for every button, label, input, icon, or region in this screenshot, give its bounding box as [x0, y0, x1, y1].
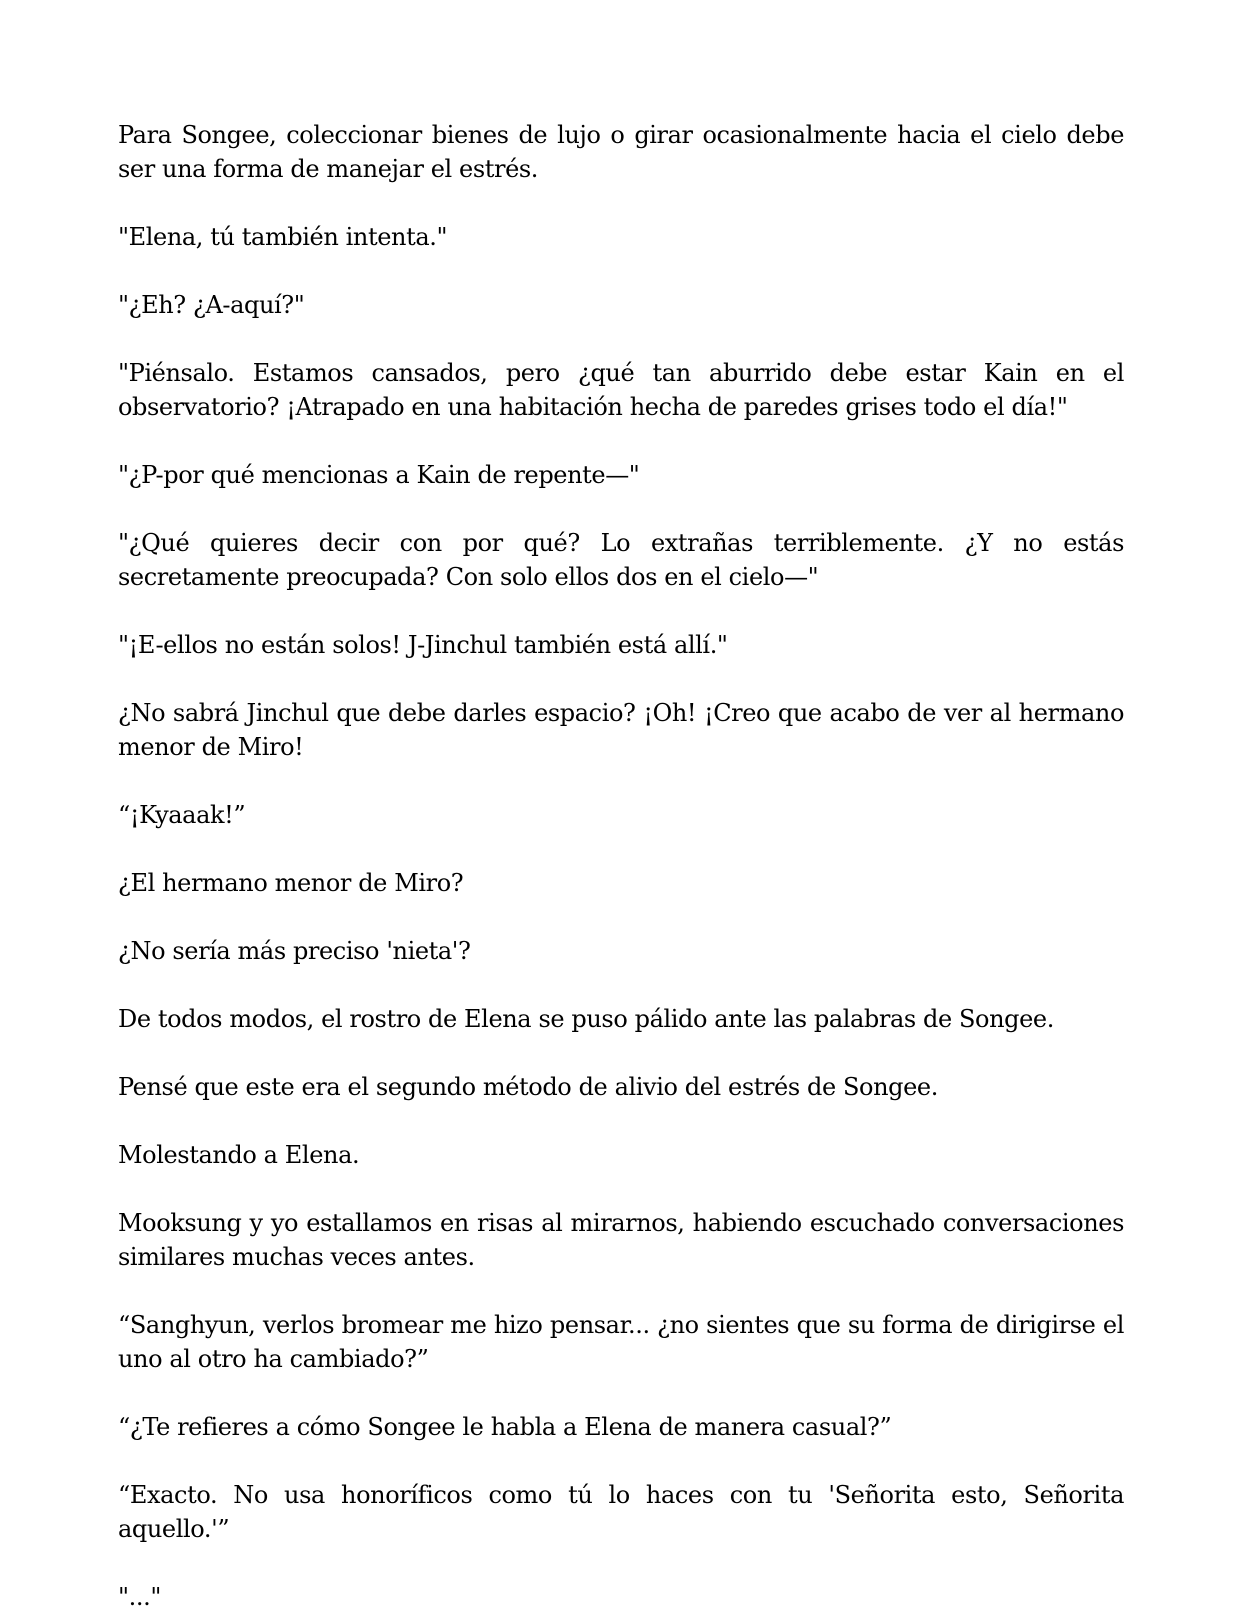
paragraph: Para Songee, coleccionar bienes de lujo o girar ocasionalmente hacia el cielo debe ser una forma de manejar el estrés. — [118, 121, 1124, 183]
paragraph: ¿No sabrá Jinchul que debe darles espacio? ¡Oh! ¡Creo que acabo de ver al hermano menor de Miro! — [118, 699, 1124, 761]
paragraph: “¿Te refieres a cómo Songee le habla a Elena de manera casual?” — [118, 1413, 892, 1441]
document-body — [118, 118, 1124, 1617]
paragraph: "¿Qué quieres decir con por qué? Lo extrañas terriblemente. ¿Y no estás secretamente preocupada? Con solo ellos dos en el cielo—" — [118, 529, 1124, 591]
paragraph: "Piénsalo. Estamos cansados, pero ¿qué tan aburrido debe estar Kain en el observatorio? ¡Atrapado en una habitación hecha de paredes grises todo el día!" — [118, 359, 1124, 421]
paragraph: “Exacto. No usa honoríficos como tú lo haces con tu 'Señorita esto, Señorita aquello.'” — [118, 1481, 1124, 1543]
paragraph: "¿Eh? ¿A-aquí?" — [118, 291, 305, 319]
paragraph: ¿No sería más preciso 'nieta'? — [118, 937, 471, 965]
paragraph: “¡Kyaaak!” — [118, 801, 246, 829]
paragraph: Pensé que este era el segundo método de alivio del estrés de Songee. — [118, 1073, 938, 1101]
paragraph: "Elena, tú también intenta." — [118, 223, 448, 251]
paragraph: Molestando a Elena. — [118, 1141, 360, 1169]
paragraph: "¿P-por qué mencionas a Kain de repente—" — [118, 461, 640, 489]
paragraph: De todos modos, el rostro de Elena se puso pálido ante las palabras de Songee. — [118, 1005, 1054, 1033]
paragraph: "¡E-ellos no están solos! J-Jinchul también está allí." — [118, 631, 728, 659]
paragraph: ¿El hermano menor de Miro? — [118, 869, 464, 897]
paragraph: Mooksung y yo estallamos en risas al mirarnos, habiendo escuchado conversaciones similares muchas veces antes. — [118, 1209, 1124, 1271]
paragraph: "..." — [118, 1583, 161, 1611]
paragraph: “Sanghyun, verlos bromear me hizo pensar... ¿no sientes que su forma de dirigirse el uno al otro ha cambiado?” — [118, 1311, 1124, 1373]
